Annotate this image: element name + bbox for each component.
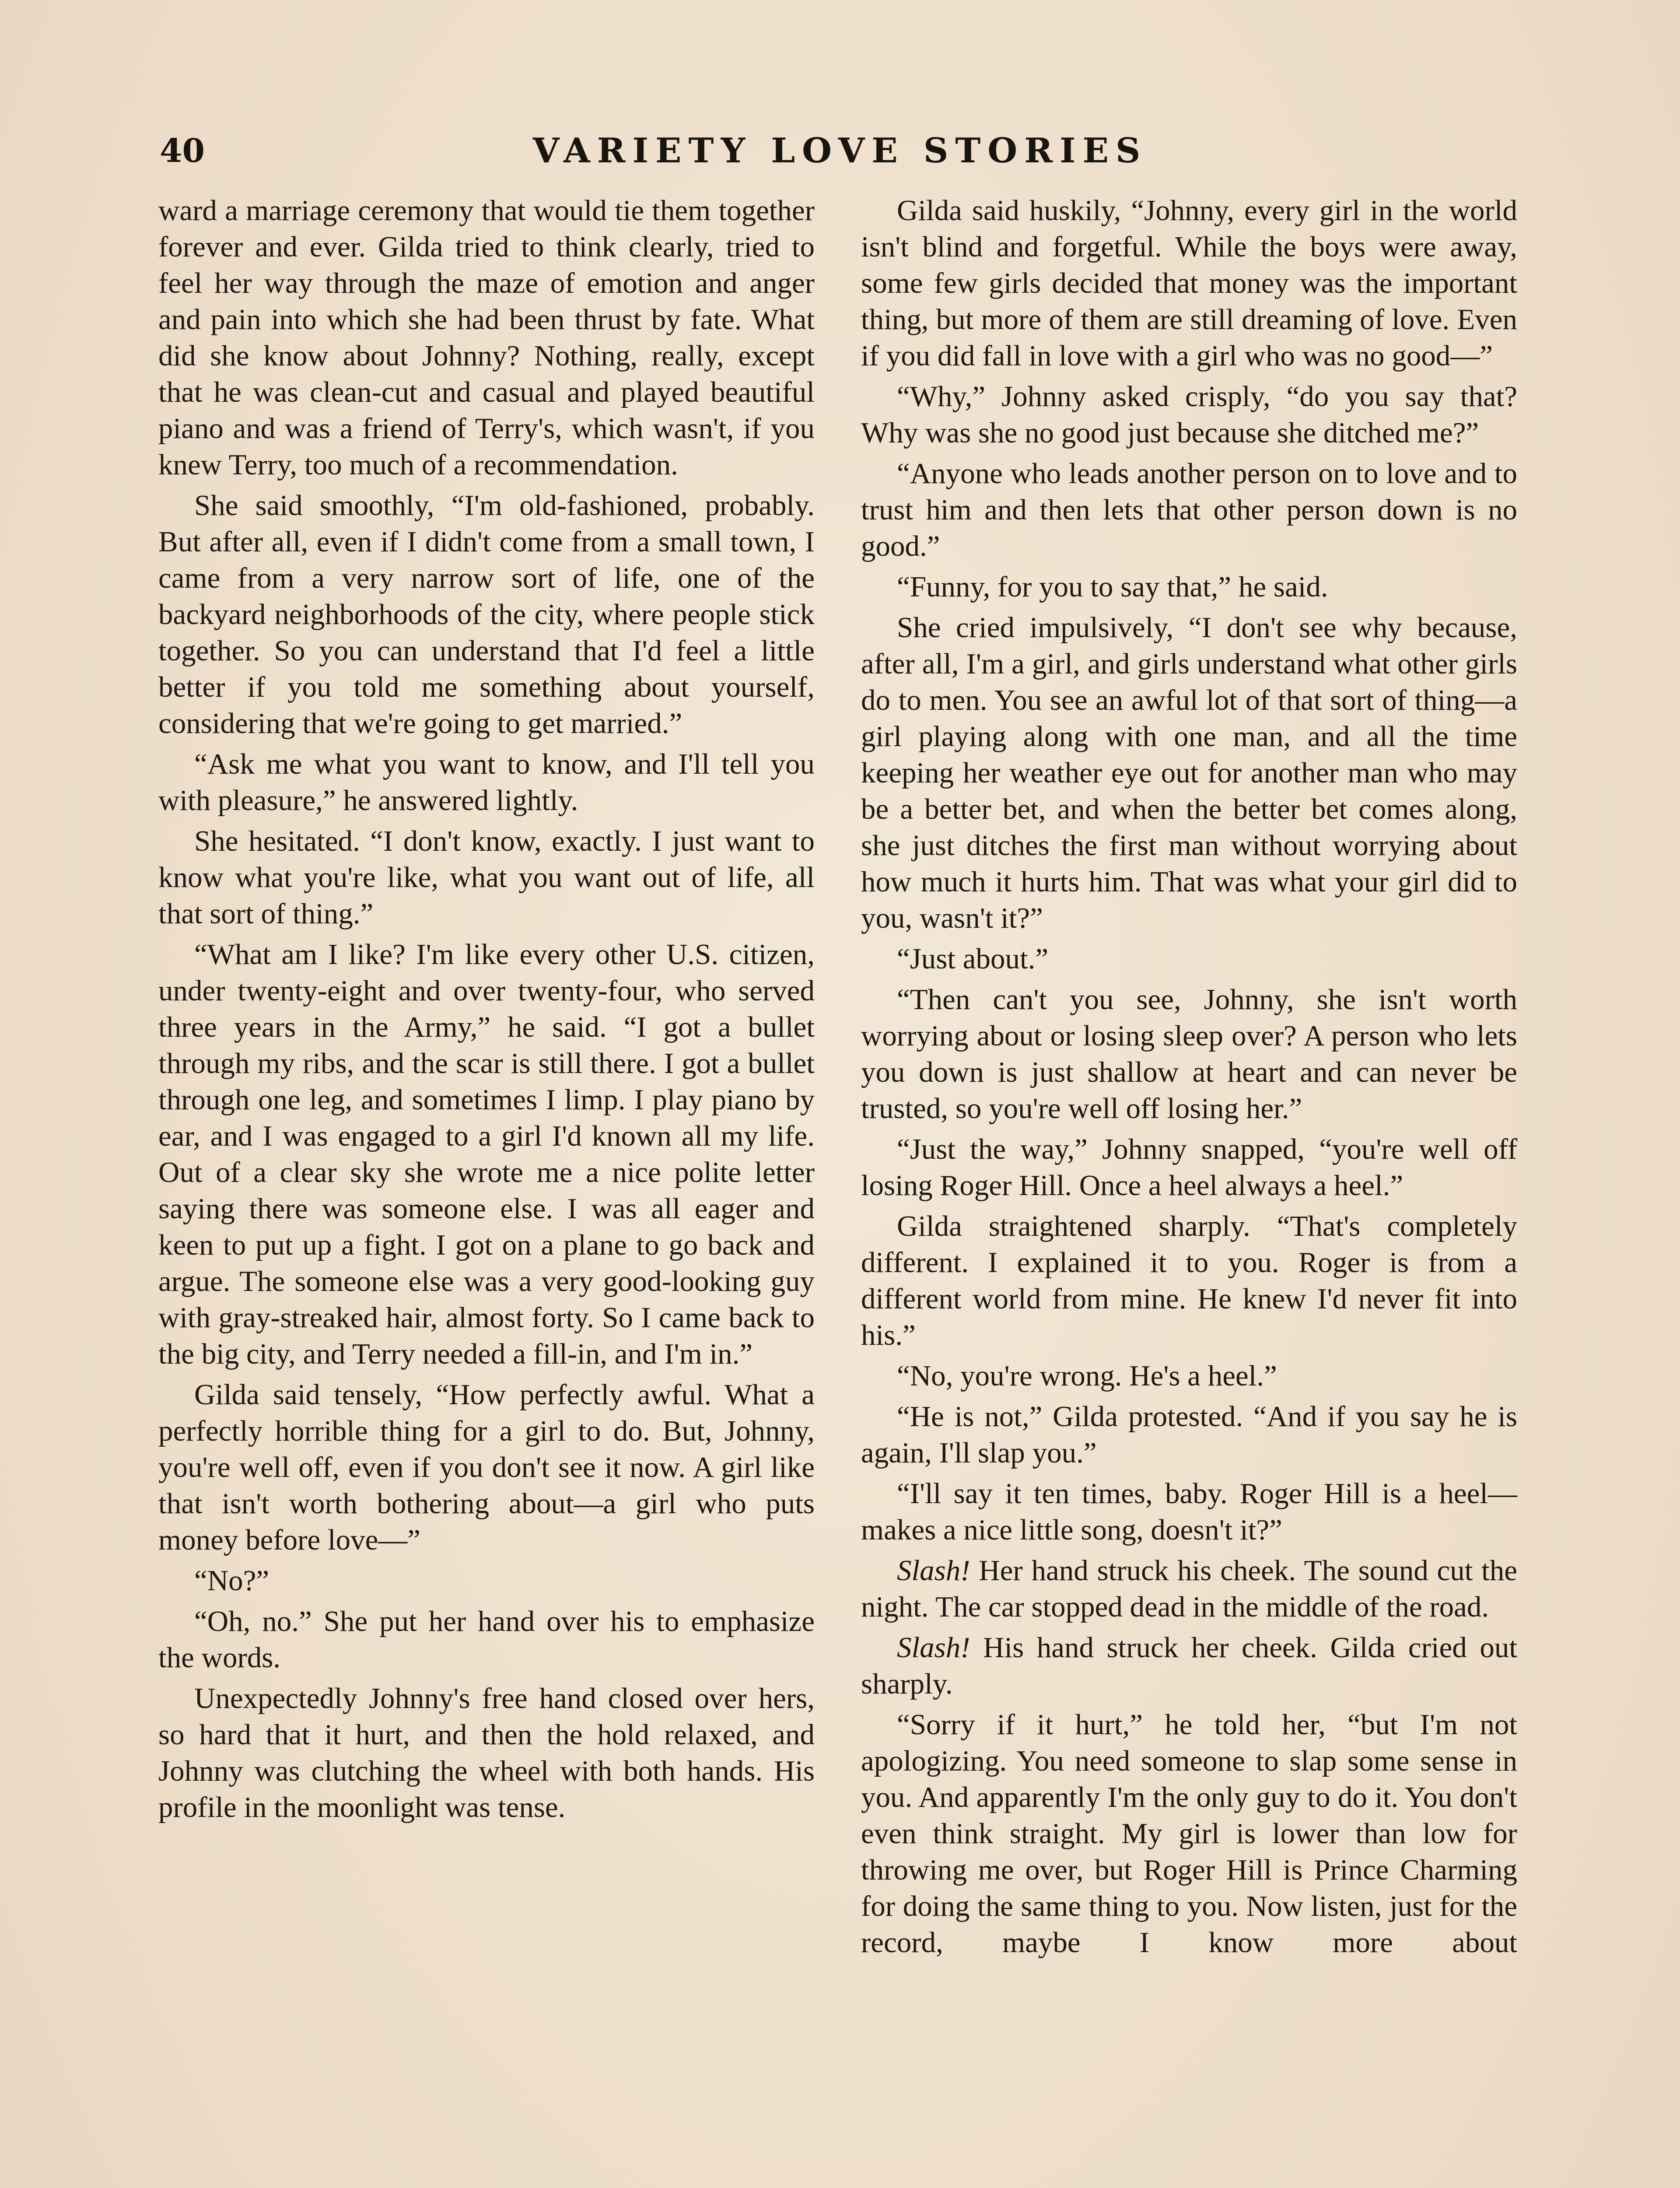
paragraph: “No?” [194,1564,270,1597]
paragraph: “Sorry if it hurt,” he told her, “but I'm not apologizing. You need someone to slap some sense in you. And apparently I'm the only guy to do it. You don't even think straight. My girl is lower than low for throwing me over, but Roger Hill is Prince Charming for doing the same thing to you. Now listen, just for the record, maybe I know more about [861,1708,1517,1959]
paragraph-text: His hand struck her cheek. Gilda cried out sharply. [861,1631,1517,1700]
paragraph: “I'll say it ten times, baby. Roger Hill is a heel—makes a nice little song, doesn't it?” [861,1477,1517,1546]
paragraph: “Ask me what you want to know, and I'll tell you with pleasure,” he answered lightly. [158,748,815,817]
paragraph: “Anyone who leads another person on to love and to trust him and then lets that other person down is no good.” [861,457,1517,562]
paragraph: “Funny, for you to say that,” he said. [897,571,1328,603]
paragraph: “Why,” Johnny asked crisply, “do you say that? Why was she no good just because she ditched me?” [861,380,1517,449]
paragraph: Gilda said huskily, “Johnny, every girl in the world isn't blind and forgetful. While the boys were away, some few girls decided that money was the important thing, but more of them are still dreaming of love. Even if you did fall in love with a girl who was no good—” [861,194,1517,372]
paragraph: “No, you're wrong. He's a heel.” [897,1360,1277,1392]
paragraph: “Just about.” [897,943,1049,975]
page-header [160,127,1520,175]
paragraph: “What am I like? I'm like every other U.S. citizen, under twenty-eight and over twenty-four, who served three years in the Army,” he said. “I got a bullet through my ribs, and the scar is still there. I got a bullet through one leg, and sometimes I limp. I play piano by ear, and I was engaged to a girl I'd known all my life. Out of a clear sky she wrote me a nice polite letter saying there was someone else. I was all eager and keen to put up a fight. I got on a plane to go back and argue. The someone else was a very good-looking guy with gray-streaked hair, almost forty. So I came back to the big city, and Terry needed a fill-in, and I'm in.” [158,938,815,1370]
paragraph [861,1553,1517,1625]
slash-word: Slash! [897,1631,970,1664]
left-column [158,193,815,1830]
paragraph: Unexpectedly Johnny's free hand closed over hers, so hard that it hurt, and then the hold relaxed, and Johnny was clutching the wheel with both hands. His profile in the moonlight was tense. [158,1682,815,1823]
right-column [861,193,1517,1965]
paragraph: “Then can't you see, Johnny, she isn't worth worrying about or losing sleep over? A person who lets you down is just shallow at heart and can never be trusted, so you're well off losing her.” [861,983,1517,1125]
paragraph: Gilda said tensely, “How perfectly awful. What a perfectly horrible thing for a girl to do. But, Johnny, you're well off, even if you don't see it now. A girl like that isn't worth bothering about—a girl who puts money before love—” [158,1378,815,1556]
paragraph: “Oh, no.” She put her hand over his to emphasize the words. [158,1605,815,1674]
paragraph: “He is not,” Gilda protested. “And if you say he is again, I'll slap you.” [861,1400,1517,1469]
running-title: VARIETY LOVE STORIES [532,131,1148,171]
paragraph: ward a marriage ceremony that would tie them together forever and ever. Gilda tried to think clearly, tried to feel her way through the maze of emotion and anger and pain into which she had been thrust by fate. What did she know about Johnny? Nothing, really, except that he was clean-cut and casual and played beautiful piano and was a friend of Terry's, which wasn't, if you knew Terry, too much of a recommendation. [158,194,815,481]
page-number: 40 [160,132,205,170]
paragraph-text: Her hand struck his cheek. The sound cut the night. The car stopped dead in the middle of the road. [861,1554,1517,1623]
paragraph: She cried impulsively, “I don't see why because, after all, I'm a girl, and girls understand what other girls do to men. You see an awful lot of that sort of thing—a girl playing along with one man, and all the time keeping her weather eye out for another man who may be a better bet, and when the better bet comes along, she just ditches the first man without worrying about how much it hurts him. That was what your girl did to you, wasn't it?” [861,611,1517,934]
paragraph [861,1630,1517,1702]
paragraph: “Just the way,” Johnny snapped, “you're well off losing Roger Hill. Once a heel always a heel.” [861,1133,1517,1202]
paragraph: Gilda straightened sharply. “That's completely different. I explained it to you. Roger is from a different world from mine. He knew I'd never fit into his.” [861,1210,1517,1351]
slash-word: Slash! [897,1554,970,1587]
paragraph: She said smoothly, “I'm old-fashioned, probably. But after all, even if I didn't come from a small town, I came from a very narrow sort of life, one of the backyard neighborhoods of the city, where people stick together. So you can understand that I'd feel a little better if you told me something about yourself, considering that we're going to get married.” [158,489,815,740]
paragraph: She hesitated. “I don't know, exactly. I just want to know what you're like, what you want out of life, all that sort of thing.” [158,825,815,930]
